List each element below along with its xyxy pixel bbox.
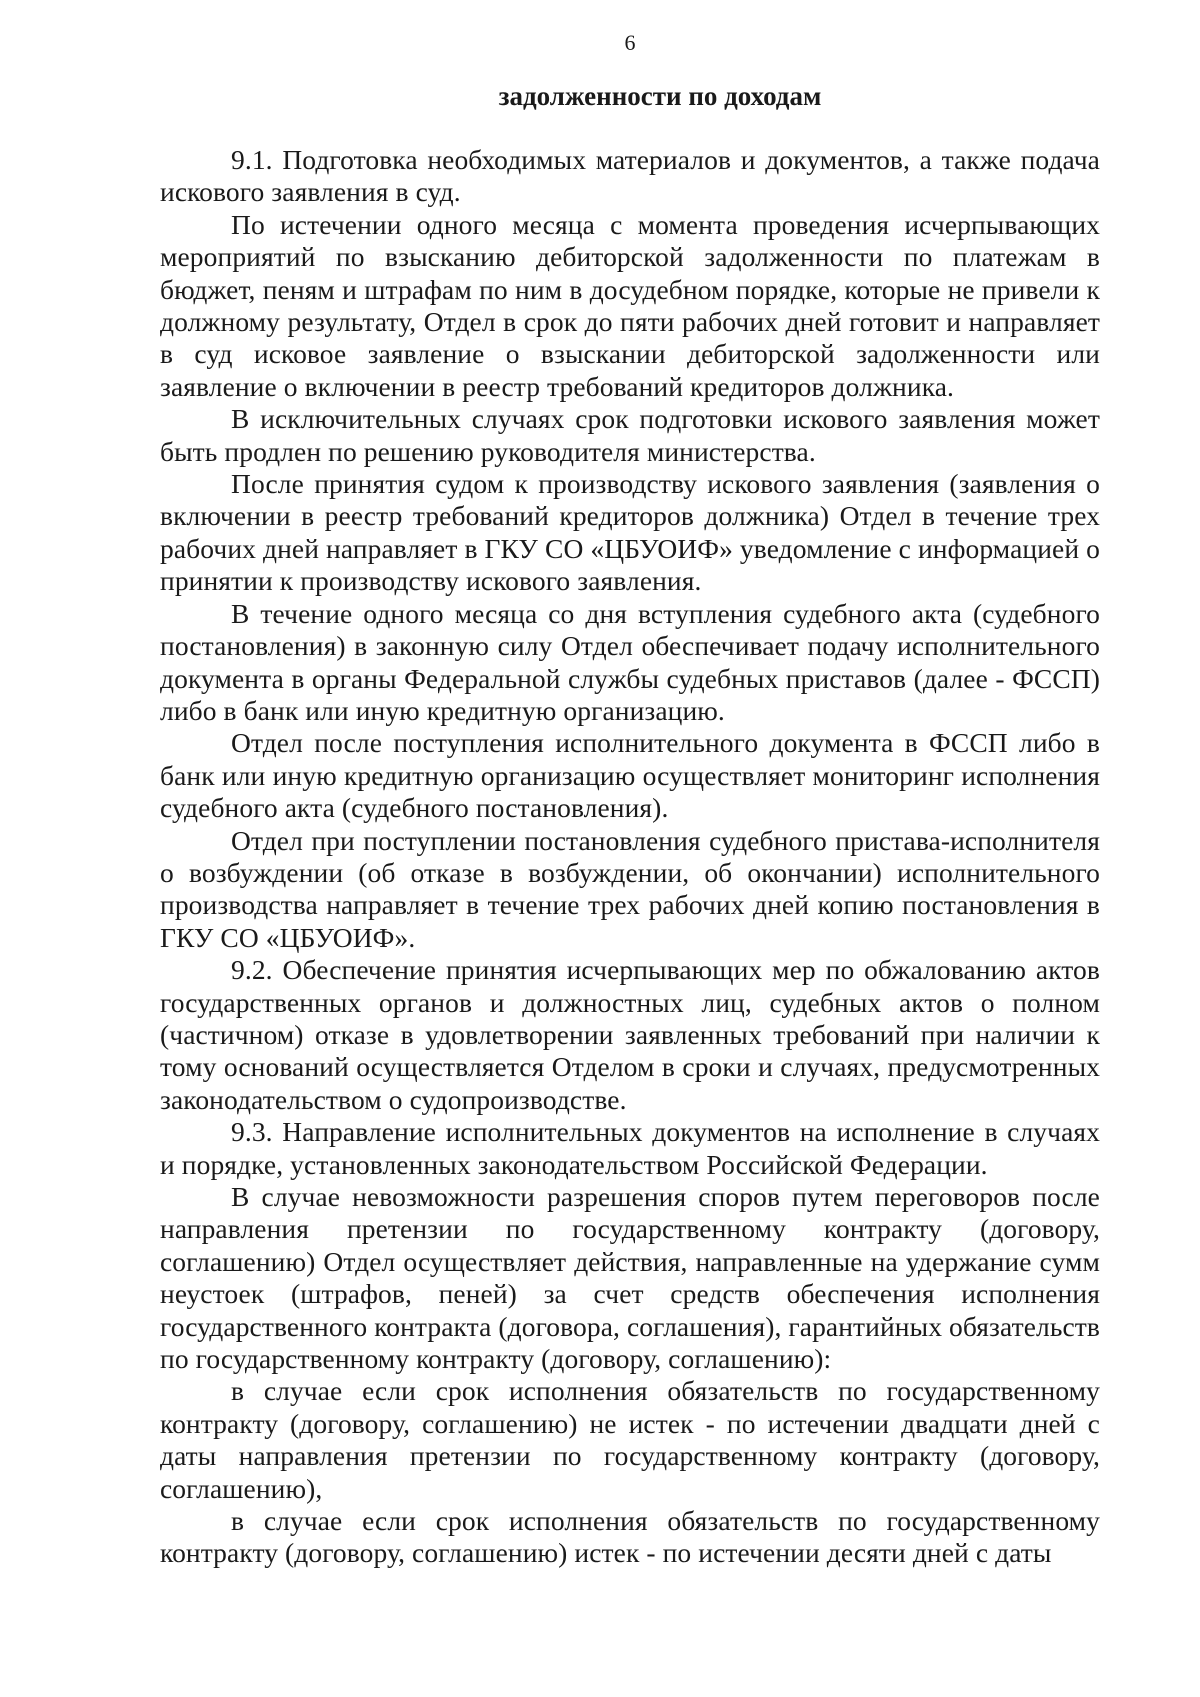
paragraph-9-2: 9.2. Обеспечение принятия исчерпывающих мер по обжалованию актов государственных органов и должностных лиц, судебных актов о полном (частичном) отказе в удовлетворении заявленных требований при наличии к тому оснований осуществляется Отделом в сроки и случаях, предусмотренных законодательством о судопроизводстве.	[160, 954, 1100, 1115]
section-heading: задолженности по доходам	[498, 81, 822, 111]
paragraph: После принятия судом к производству искового заявления (заявления о включении в реестр требований кредиторов должника) Отдел в течение трех рабочих дней направляет в ГКУ СО «ЦБУОИФ» уведомление с информацией о принятии к производству искового заявления.	[160, 468, 1100, 597]
paragraph: в случае если срок исполнения обязательств по государственному контракту (договору, соглашению) не истек - по истечении двадцати дней с даты направления претензии по государственному контракту (договору, соглашению),	[160, 1375, 1100, 1504]
paragraph: Отдел при поступлении постановления судебного пристава-исполнителя о возбуждении (об отказе в возбуждении, об окончании) исполнительного производства направляет в течение трех рабочих дней копию постановления в ГКУ СО «ЦБУОИФ».	[160, 824, 1100, 953]
paragraph-9-1: 9.1. Подготовка необходимых материалов и документов, а также подача искового заявления в суд.	[160, 144, 1100, 208]
paragraph: В исключительных случаях срок подготовки искового заявления может быть продлен по решению руководителя министерства.	[160, 403, 1100, 467]
document-body	[160, 144, 1100, 1570]
paragraph: В течение одного месяца со дня вступления судебного акта (судебного постановления) в законную силу Отдел обеспечивает подачу исполнительного документа в органы Федеральной службы судебных приставов (далее - ФССП) либо в банк или иную кредитную организацию.	[160, 597, 1100, 726]
paragraph: Отдел после поступления исполнительного документа в ФССП либо в банк или иную кредитную организацию осуществляет мониторинг исполнения судебного акта (судебного постановления).	[160, 727, 1100, 824]
paragraph-continued: в случае если срок исполнения обязательств по государственному контракту (договору, соглашению) истек - по истечении десяти дней с даты	[160, 1505, 1100, 1569]
page-number: 6	[624, 30, 636, 55]
paragraph-9-3: 9.3. Направление исполнительных документов на исполнение в случаях и порядке, установленных законодательством Российской Федерации.	[160, 1116, 1100, 1180]
paragraph: По истечении одного месяца с момента проведения исчерпывающих мероприятий по взысканию дебиторской задолженности по платежам в бюджет, пеням и штрафам по ним в досудебном порядке, которые не привели к должному результату, Отдел в срок до пяти рабочих дней готовит и направляет в суд исковое заявление о взыскании дебиторской задолженности или заявление о включении в реестр требований кредиторов должника.	[160, 208, 1100, 402]
paragraph: В случае невозможности разрешения споров путем переговоров после направления претензии по государственному контракту (договору, соглашению) Отдел осуществляет действия, направленные на удержание сумм неустоек (штрафов, пеней) за счет средств обеспечения исполнения государственного контракта (договора, соглашения), гарантийных обязательств по государственному контракту (договору, соглашению):	[160, 1181, 1100, 1375]
